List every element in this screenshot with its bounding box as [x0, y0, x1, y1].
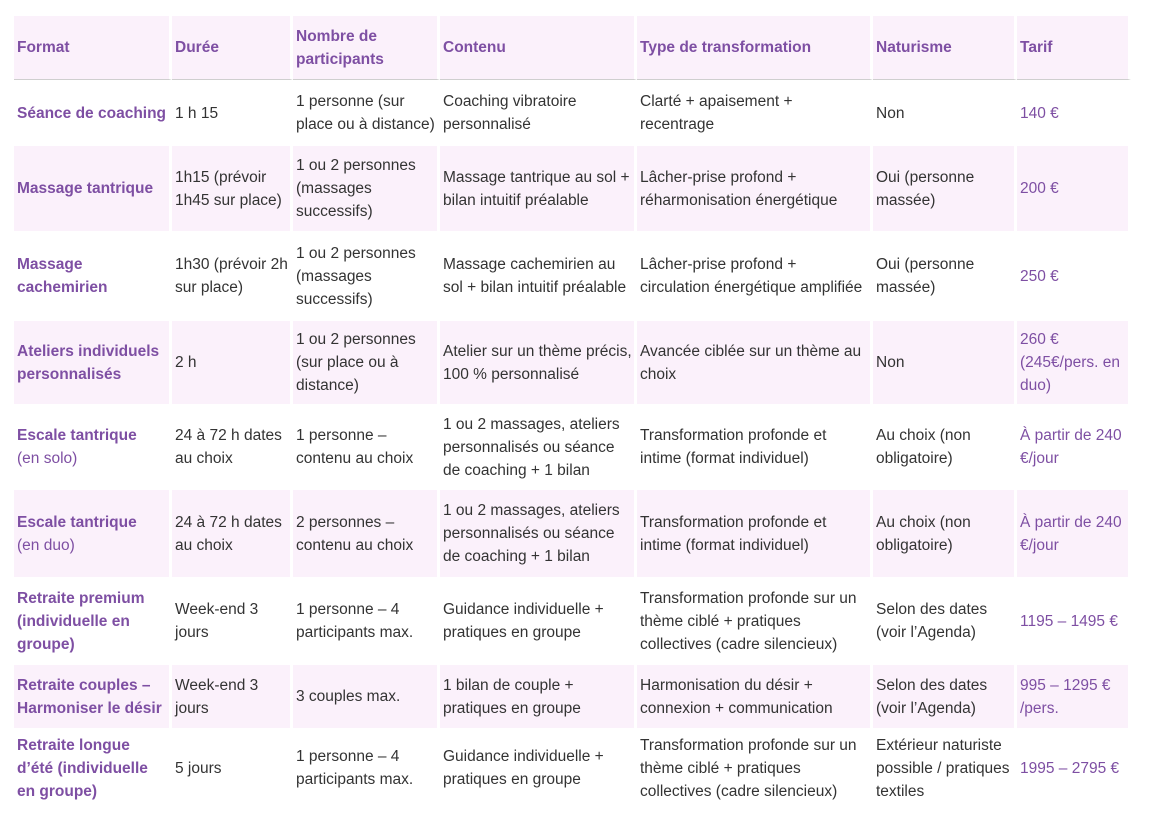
cell-tarif: 995 – 1295 € /pers.: [1017, 665, 1131, 728]
cell-naturisme: Selon des dates (voir l’Agenda): [873, 665, 1017, 728]
cell-tarif: 200 €: [1017, 146, 1131, 231]
cell-tarif: À partir de 240 €/jour: [1017, 490, 1131, 577]
table-row: [14, 146, 1131, 231]
table-row: [14, 231, 1131, 321]
cell-format: Ateliers individuels personnalisés: [14, 321, 172, 404]
cell-format: Retraite couples – Harmoniser le désir: [14, 665, 172, 728]
cell-transformation: Lâcher-prise profond + circulation énergétique amplifiée: [637, 231, 873, 321]
format-subtitle: (en duo): [17, 536, 75, 554]
header-format: Format: [14, 16, 172, 80]
cell-duree: Week-end 3 jours: [172, 577, 293, 665]
cell-participants: 1 ou 2 personnes (massages successifs): [293, 146, 440, 231]
cell-naturisme: Non: [873, 80, 1017, 146]
cell-duree: 2 h: [172, 321, 293, 404]
cell-duree: Week-end 3 jours: [172, 665, 293, 728]
cell-contenu: Massage cachemirien au sol + bilan intuitif préalable: [440, 231, 637, 321]
cell-contenu: Guidance individuelle + pratiques en groupe: [440, 728, 637, 808]
cell-duree: 24 à 72 h dates au choix: [172, 404, 293, 490]
header-tarif: Tarif: [1017, 16, 1131, 80]
offers-table: [14, 16, 1131, 808]
cell-tarif: 1195 – 1495 €: [1017, 577, 1131, 665]
table-row: [14, 577, 1131, 665]
table-row: [14, 728, 1131, 808]
cell-duree: 24 à 72 h dates au choix: [172, 490, 293, 577]
cell-tarif: 250 €: [1017, 231, 1131, 321]
cell-transformation: Transformation profonde et intime (format individuel): [637, 490, 873, 577]
cell-format: Séance de coaching: [14, 80, 172, 146]
cell-tarif: 1995 – 2795 €: [1017, 728, 1131, 808]
table-row: [14, 665, 1131, 728]
cell-transformation: Clarté + apaisement + recentrage: [637, 80, 873, 146]
cell-transformation: Transformation profonde et intime (format individuel): [637, 404, 873, 490]
cell-contenu: 1 bilan de couple + pratiques en groupe: [440, 665, 637, 728]
cell-transformation: Transformation profonde sur un thème ciblé + pratiques collectives (cadre silencieux): [637, 577, 873, 665]
cell-participants: 2 personnes – contenu au choix: [293, 490, 440, 577]
cell-naturisme: Selon des dates (voir l’Agenda): [873, 577, 1017, 665]
cell-naturisme: Oui (personne massée): [873, 231, 1017, 321]
cell-contenu: Massage tantrique au sol + bilan intuitif préalable: [440, 146, 637, 231]
cell-duree: 1 h 15: [172, 80, 293, 146]
cell-contenu: Atelier sur un thème précis, 100 % personnalisé: [440, 321, 637, 404]
cell-contenu: Guidance individuelle + pratiques en groupe: [440, 577, 637, 665]
cell-format: [14, 404, 172, 490]
cell-tarif: À partir de 240 €/jour: [1017, 404, 1131, 490]
cell-participants: 1 personne – 4 participants max.: [293, 577, 440, 665]
cell-tarif: 140 €: [1017, 80, 1131, 146]
cell-format: [14, 490, 172, 577]
cell-participants: 1 ou 2 personnes (massages successifs): [293, 231, 440, 321]
header-participants: Nombre de participants: [293, 16, 440, 80]
cell-transformation: Avancée ciblée sur un thème au choix: [637, 321, 873, 404]
cell-duree: 1h15 (prévoir 1h45 sur place): [172, 146, 293, 231]
cell-participants: 1 personne – contenu au choix: [293, 404, 440, 490]
header-contenu: Contenu: [440, 16, 637, 80]
cell-format: Massage tantrique: [14, 146, 172, 231]
cell-format: Retraite longue d’été (individuelle en groupe): [14, 728, 172, 808]
header-transformation: Type de transformation: [637, 16, 873, 80]
cell-tarif: 260 € (245€/pers. en duo): [1017, 321, 1131, 404]
cell-duree: 1h30 (prévoir 2h sur place): [172, 231, 293, 321]
header-naturisme: Naturisme: [873, 16, 1017, 80]
cell-format: Massage cachemirien: [14, 231, 172, 321]
cell-transformation: Harmonisation du désir + connexion + communication: [637, 665, 873, 728]
cell-duree: 5 jours: [172, 728, 293, 808]
table-row: [14, 321, 1131, 404]
cell-participants: 1 personne – 4 participants max.: [293, 728, 440, 808]
format-title: Escale tantrique: [17, 513, 137, 531]
cell-transformation: Transformation profonde sur un thème ciblé + pratiques collectives (cadre silencieux): [637, 728, 873, 808]
cell-contenu: 1 ou 2 massages, ateliers personnalisés ou séance de coaching + 1 bilan: [440, 490, 637, 577]
cell-transformation: Lâcher-prise profond + réharmonisation énergétique: [637, 146, 873, 231]
cell-contenu: Coaching vibratoire personnalisé: [440, 80, 637, 146]
cell-naturisme: Oui (personne massée): [873, 146, 1017, 231]
cell-format: Retraite premium (individuelle en groupe): [14, 577, 172, 665]
cell-participants: 3 couples max.: [293, 665, 440, 728]
cell-participants: 1 personne (sur place ou à distance): [293, 80, 440, 146]
format-title: Escale tantrique: [17, 427, 137, 444]
cell-participants: 1 ou 2 personnes (sur place ou à distance): [293, 321, 440, 404]
cell-contenu: 1 ou 2 massages, ateliers personnalisés ou séance de coaching + 1 bilan: [440, 404, 637, 490]
cell-naturisme: Extérieur naturiste possible / pratiques textiles: [873, 728, 1017, 808]
table-row: [14, 80, 1131, 146]
table-row: [14, 490, 1131, 577]
header-row: [14, 16, 1131, 80]
format-subtitle: (en solo): [17, 450, 78, 467]
cell-naturisme: Au choix (non obligatoire): [873, 404, 1017, 490]
table-row: [14, 404, 1131, 490]
cell-naturisme: Au choix (non obligatoire): [873, 490, 1017, 577]
cell-naturisme: Non: [873, 321, 1017, 404]
header-duree: Durée: [172, 16, 293, 80]
